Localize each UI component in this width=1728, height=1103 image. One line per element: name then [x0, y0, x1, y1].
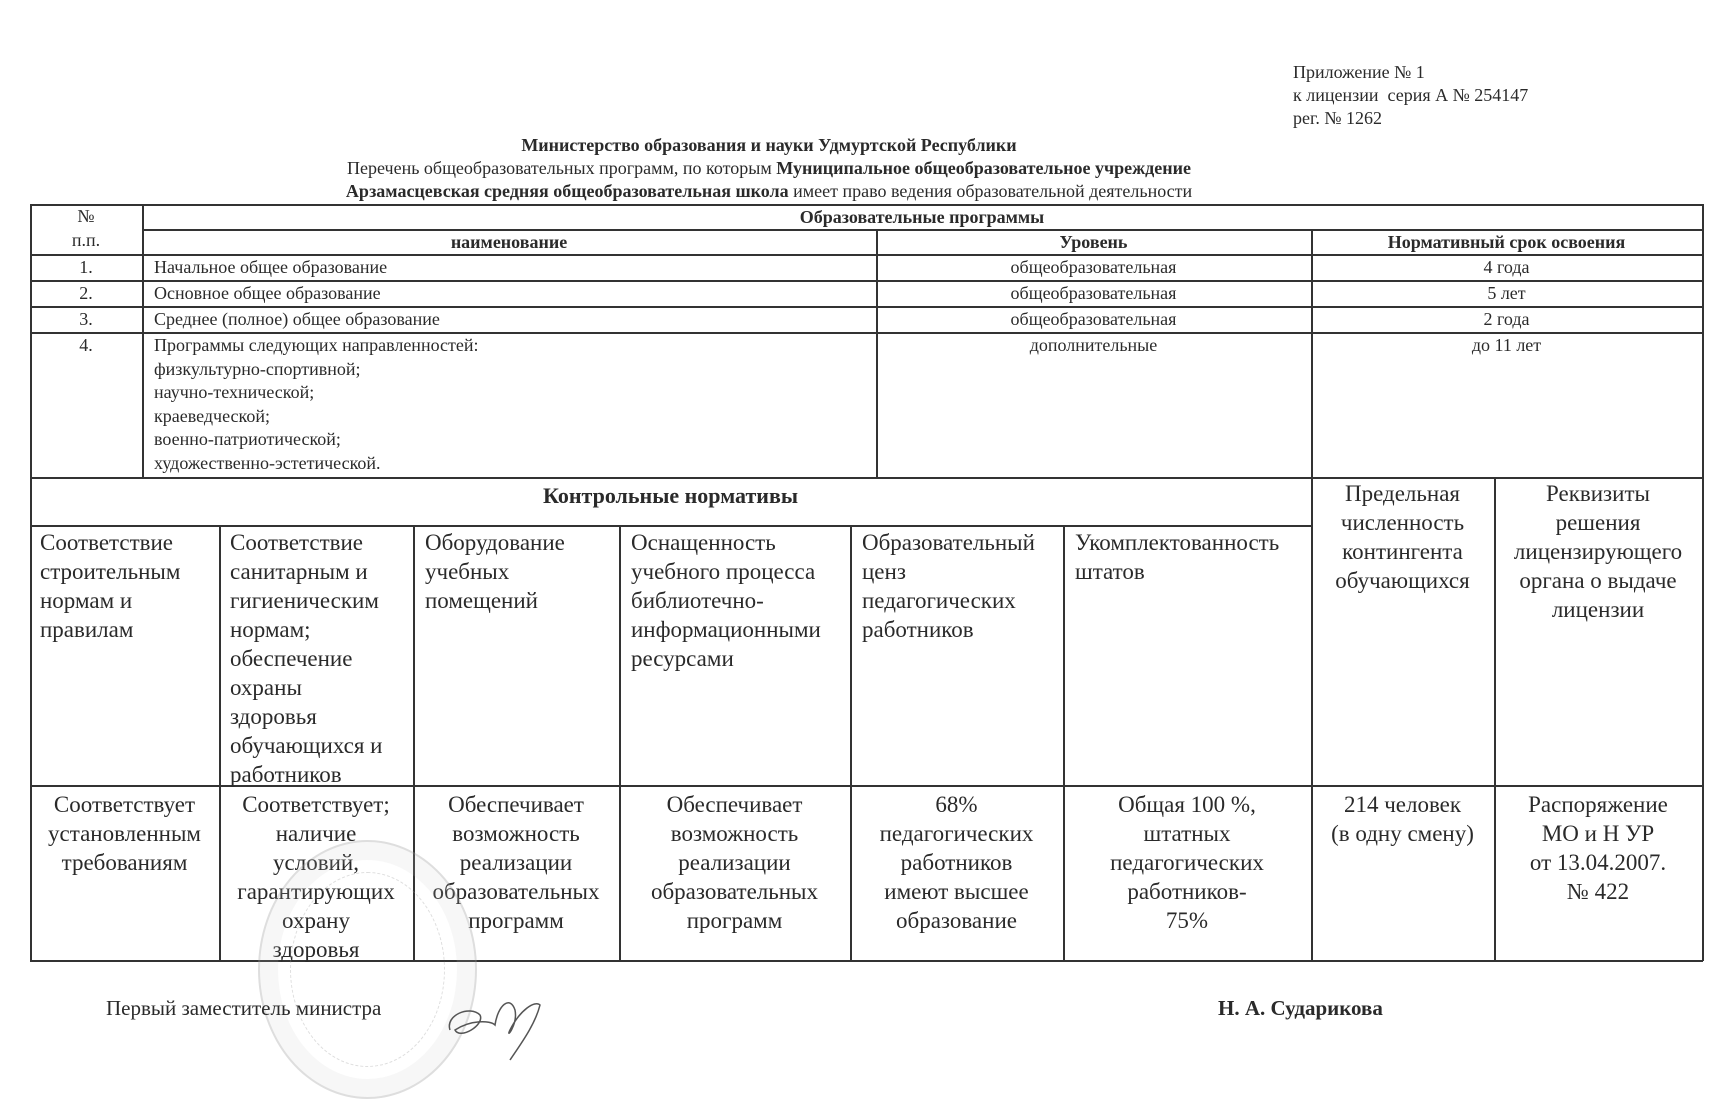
program-name-list — [154, 334, 479, 475]
value-line: имеют высшее — [884, 879, 1029, 904]
registration-number: рег. № 1262 — [1293, 108, 1383, 128]
row-number: 2. — [79, 283, 93, 303]
col-header-term: Нормативный срок освоения — [1387, 232, 1626, 252]
norm-header-equipment — [425, 528, 619, 615]
program-direction: физкультурно-спортивной; — [154, 358, 361, 379]
program-level: общеобразовательная — [1010, 283, 1177, 303]
header-line: Оснащенность — [631, 530, 776, 555]
program-term: до 11 лет — [1471, 335, 1542, 355]
header-line: численность — [1340, 510, 1465, 535]
program-term: 2 года — [1483, 309, 1530, 329]
program-term: 4 года — [1483, 257, 1530, 277]
col-header-number — [30, 205, 142, 251]
norm-header-qualification — [862, 528, 1063, 644]
value-line: 75% — [1165, 908, 1209, 933]
value-line: требованиям — [61, 850, 188, 875]
signature-icon — [440, 985, 560, 1065]
program-direction: научно-технической; — [154, 382, 315, 402]
col-header-level: Уровень — [1059, 232, 1128, 252]
header-line: нормам; — [230, 617, 311, 642]
program-list-intro: Программы следующих направленностей: — [154, 335, 479, 355]
norm-header-staffing — [1075, 528, 1311, 586]
value-line: от 13.04.2007. — [1529, 850, 1667, 875]
value-line: штатных — [1143, 821, 1231, 846]
program-direction: военно-патриотической; — [154, 429, 341, 449]
value-library — [619, 790, 850, 935]
title-prefix: Перечень общеобразовательных программ, по которым — [347, 158, 777, 178]
value-line: здоровья — [272, 937, 360, 962]
value-line: реализации — [459, 850, 573, 875]
value-line: 214 человек — [1343, 792, 1462, 817]
value-line: гарантирующих — [237, 879, 395, 904]
header-line: контингента — [1342, 539, 1463, 564]
signer-name: Н. А. Сударикова — [1218, 996, 1383, 1020]
header-line: Соответствие — [230, 530, 363, 555]
header-line: обучающихся — [1335, 568, 1470, 593]
header-line: педагогических — [862, 588, 1016, 613]
value-qualification — [850, 790, 1063, 935]
value-line: работников — [900, 850, 1013, 875]
value-line: образовательных — [432, 879, 600, 904]
col-header-name: наименование — [450, 232, 568, 252]
institution-type: Муниципальное общеобразовательное учреждение — [776, 158, 1191, 178]
value-line: Обеспечивает — [448, 792, 584, 817]
header-line: санитарным и — [230, 559, 368, 584]
header-line: помещений — [425, 588, 538, 613]
header-line: учебных — [425, 559, 510, 584]
header-line: строительным — [40, 559, 181, 584]
header-line: штатов — [1075, 559, 1145, 584]
appendix-reference — [1293, 61, 1528, 130]
header-line: Образовательный — [862, 530, 1035, 555]
value-line: наличие — [275, 821, 357, 846]
header-line: нормам и — [40, 588, 133, 613]
number-sign: № — [77, 206, 95, 226]
value-line: образовательных — [650, 879, 819, 904]
header-line: библиотечно- — [631, 588, 764, 613]
header-line: здоровья — [230, 704, 317, 729]
header-line: информационными — [631, 617, 821, 642]
norm-header-sanitary — [230, 528, 413, 789]
program-direction: краеведческой; — [154, 405, 270, 426]
value-line: № 422 — [1566, 879, 1630, 904]
program-level: дополнительные — [1029, 335, 1158, 355]
header-line: Укомплектованность — [1075, 530, 1280, 555]
program-level: общеобразовательная — [1010, 257, 1177, 277]
norm-header-construction — [40, 528, 218, 644]
norm-header-library — [631, 528, 850, 673]
value-line: Обеспечивает — [666, 792, 803, 817]
program-name: Основное общее образование — [154, 283, 381, 303]
header-line: Предельная — [1345, 481, 1460, 506]
program-name: Начальное общее образование — [154, 257, 388, 277]
value-line: Распоряжение — [1528, 792, 1668, 817]
value-limit — [1311, 790, 1494, 848]
value-construction — [30, 790, 219, 877]
limit-header — [1311, 479, 1494, 595]
seal-inner-ring — [290, 872, 445, 1067]
row-number: 3. — [79, 309, 93, 329]
appendix-number: Приложение № 1 — [1293, 62, 1425, 82]
value-license — [1494, 790, 1702, 906]
row-number: 1. — [79, 257, 93, 277]
value-staffing — [1063, 790, 1311, 935]
ministry-name: Министерство образования и науки Удмуртской Республики — [521, 135, 1017, 155]
signer-position: Первый заместитель министра — [106, 996, 382, 1020]
header-line: лицензии — [1551, 597, 1645, 622]
pp-label: п.п. — [71, 230, 101, 250]
group-header-programs: Образовательные программы — [799, 207, 1045, 227]
value-line: (в одну смену) — [1331, 821, 1474, 846]
license-header — [1494, 479, 1702, 624]
value-line: Соответствует; — [242, 792, 390, 817]
program-name: Среднее (полное) общее образование — [154, 309, 440, 329]
header-line: решения — [1555, 510, 1641, 535]
school-name: Арзамасцевская средняя общеобразовательная школа — [345, 181, 789, 201]
header-line: обеспечение — [230, 646, 353, 671]
value-line: работников- — [1127, 879, 1247, 904]
header-line: охраны — [230, 675, 302, 700]
header-line: обучающихся и — [230, 733, 383, 758]
header-line: ценз — [862, 559, 906, 584]
header-line: работников — [230, 762, 342, 787]
value-line: Соответствует — [53, 792, 196, 817]
value-line: охрану — [282, 908, 350, 933]
value-line: педагогических — [879, 821, 1034, 846]
program-level: общеобразовательная — [1010, 309, 1177, 329]
header-line: Оборудование — [425, 530, 565, 555]
value-line: МО и Н УР — [1541, 821, 1655, 846]
value-line: условий, — [273, 850, 359, 875]
row-number: 4. — [79, 335, 93, 355]
header-line: работников — [862, 617, 974, 642]
value-line: программ — [686, 908, 783, 933]
norms-title: Контрольные нормативы — [542, 483, 799, 508]
header-line: гигиеническим — [230, 588, 379, 613]
value-line: образование — [896, 908, 1017, 933]
license-series: к лицензии серия А № 254147 — [1293, 85, 1529, 105]
program-term: 5 лет — [1487, 283, 1526, 303]
title-suffix: имеет право ведения образовательной деятельности — [788, 181, 1193, 201]
header-line: правилам — [40, 617, 134, 642]
program-direction: художественно-эстетической. — [154, 452, 381, 473]
title-line-3 — [0, 180, 1728, 203]
value-line: установленным — [48, 821, 201, 846]
header-line: Соответствие — [40, 530, 173, 555]
header-line: учебного процесса — [631, 559, 816, 584]
value-line: программ — [468, 908, 564, 933]
header-line: органа о выдаче — [1519, 568, 1677, 593]
value-line: 68% — [935, 792, 978, 817]
value-line: педагогических — [1110, 850, 1264, 875]
value-line: реализации — [678, 850, 791, 875]
header-line: Реквизиты — [1546, 481, 1650, 506]
value-line: возможность — [452, 821, 580, 846]
document-title — [0, 134, 1728, 203]
value-line: возможность — [670, 821, 799, 846]
header-line: лицензирующего — [1513, 539, 1683, 564]
header-line: ресурсами — [631, 646, 734, 671]
value-line: Общая 100 %, — [1118, 792, 1256, 817]
title-line-2 — [0, 157, 1728, 180]
